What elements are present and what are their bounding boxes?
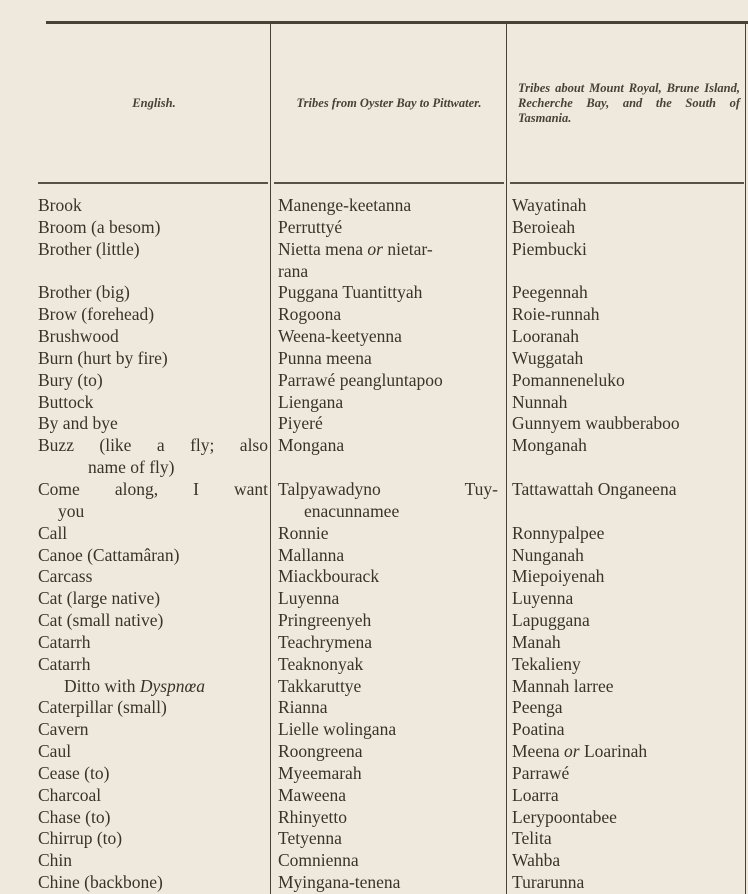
english-cell: [38, 239, 268, 261]
table-row: [0, 566, 748, 588]
cell-line: Maweena: [278, 784, 347, 805]
mount-royal-cell: [512, 763, 744, 785]
english-cell: [38, 282, 268, 304]
cell-line: Nunganah: [512, 544, 584, 565]
table-row: [0, 654, 748, 676]
oyster-bay-cell: [278, 719, 504, 741]
cell-line: Caul: [38, 741, 72, 762]
table-row: [0, 697, 748, 719]
cell-line: Luyenna: [278, 588, 340, 609]
cell-line: Liengana: [278, 391, 344, 412]
mount-royal-cell: [512, 850, 744, 872]
oyster-bay-cell: [278, 545, 504, 567]
cell-line: By and bye: [38, 413, 118, 434]
english-cell: [38, 785, 268, 807]
cell-line: Call: [38, 522, 68, 543]
table-row: [0, 479, 748, 523]
cell-line: rana: [278, 260, 309, 281]
table-row: [0, 545, 748, 567]
mount-royal-cell: [512, 282, 744, 304]
cell-line: Loarra: [512, 784, 559, 805]
oyster-bay-cell: [278, 785, 504, 807]
table-row: [0, 741, 748, 763]
mount-royal-cell: [512, 741, 744, 763]
cell-line: Meena or Loarinah: [512, 741, 648, 762]
english-cell: [38, 304, 268, 326]
english-cell: [38, 326, 268, 348]
mount-royal-cell: [512, 654, 744, 676]
table-row: [0, 392, 748, 414]
oyster-bay-cell: [278, 239, 504, 283]
cell-line: Mongana: [278, 435, 345, 456]
table-row: [0, 326, 748, 348]
mount-royal-cell: [512, 610, 744, 632]
cell-line: Tattawattah Onganeena: [512, 478, 677, 499]
cell-line: Parrawé peangluntapoo: [278, 369, 443, 390]
cell-line: Parrawé: [512, 762, 570, 783]
english-cell: [38, 676, 268, 698]
english-cell: [38, 719, 268, 741]
mount-royal-cell: [512, 348, 744, 370]
mount-royal-cell: [512, 304, 744, 326]
english-cell: [38, 654, 268, 676]
table-row: [0, 413, 748, 435]
cell-line: Comnienna: [278, 850, 359, 871]
cell-line: Looranah: [512, 326, 580, 347]
cell-line: Manenge-keetanna: [278, 195, 412, 215]
english-cell: [38, 632, 268, 654]
cell-line: Pringreenyeh: [278, 610, 372, 631]
cell-line: Talpyawadyno Tuy-: [278, 478, 498, 499]
table-row: [0, 807, 748, 829]
english-cell: [38, 828, 268, 850]
oyster-bay-cell: [278, 610, 504, 632]
oyster-bay-cell: [278, 828, 504, 850]
cell-line: Telita: [512, 828, 552, 849]
cell-line: Turarunna: [512, 872, 585, 893]
cell-line: Takkaruttye: [278, 675, 362, 696]
cell-line: Cavern: [38, 719, 89, 740]
cell-line: Wahba: [512, 850, 561, 871]
english-cell: [38, 479, 268, 523]
cell-line: Lielle wolingana: [278, 719, 397, 740]
cell-line: Rianna: [278, 697, 328, 718]
table-row: [0, 828, 748, 850]
table-row: [0, 850, 748, 872]
cell-line: Tekalieny: [512, 653, 581, 674]
mount-royal-cell: [512, 195, 744, 217]
table-row: [0, 195, 748, 217]
table-row: [0, 435, 748, 479]
table-row: [0, 348, 748, 370]
table-row: [0, 282, 748, 304]
mount-royal-cell: [512, 413, 744, 435]
cell-line: Catarrh: [38, 631, 91, 652]
table-row: [0, 719, 748, 741]
oyster-bay-cell: [278, 282, 504, 304]
cell-line: Chin: [38, 850, 73, 871]
cell-line: Miepoiyenah: [512, 566, 605, 587]
english-cell: [38, 413, 268, 435]
cell-line: Peenga: [512, 697, 563, 718]
cell-line: Cat (large native): [38, 588, 161, 609]
cell-line: Ronnypalpee: [512, 522, 605, 543]
english-cell: [38, 741, 268, 763]
english-cell: [38, 348, 268, 370]
cell-line: enacunnamee: [304, 500, 400, 521]
cell-line: Caterpillar (small): [38, 697, 167, 718]
english-cell: [38, 217, 268, 239]
table-row: [0, 217, 748, 239]
english-cell: [38, 610, 268, 632]
table-row: [0, 610, 748, 632]
cell-line: Wayatinah: [512, 195, 587, 215]
oyster-bay-cell: [278, 676, 504, 698]
cell-line: Monganah: [512, 435, 587, 456]
cell-line: Roongreena: [278, 741, 363, 762]
oyster-bay-cell: [278, 850, 504, 872]
cell-line: Peegennah: [512, 282, 588, 303]
english-cell: [38, 435, 268, 479]
table-row: [0, 523, 748, 545]
oyster-bay-cell: [278, 566, 504, 588]
english-cell: [38, 807, 268, 829]
cell-line: Poatina: [512, 719, 565, 740]
oyster-bay-cell: [278, 741, 504, 763]
oyster-bay-cell: [278, 763, 504, 785]
cell-line: Lerypoontabee: [512, 806, 617, 827]
mount-royal-cell: [512, 435, 744, 457]
english-cell: [38, 545, 268, 567]
cell-line: Rhinyetto: [278, 806, 348, 827]
mount-royal-cell: [512, 828, 744, 850]
cell-line: Buttock: [38, 391, 94, 412]
mount-royal-cell: [512, 872, 744, 894]
cell-line: Beroieah: [512, 216, 576, 237]
cell-line: Mallanna: [278, 544, 345, 565]
cell-line: Rogoona: [278, 304, 342, 325]
table-row: [0, 588, 748, 610]
english-cell: [38, 588, 268, 610]
english-cell: [38, 195, 268, 217]
mount-royal-cell: [512, 217, 744, 239]
mount-royal-cell: [512, 545, 744, 567]
oyster-bay-cell: [278, 435, 504, 457]
table-row: [0, 304, 748, 326]
cell-line: Piyeré: [278, 413, 323, 434]
mount-royal-cell: [512, 785, 744, 807]
oyster-bay-cell: [278, 304, 504, 326]
cell-line: Puggana Tuantittyah: [278, 282, 423, 303]
oyster-bay-cell: [278, 370, 504, 392]
cell-line: Nunnah: [512, 391, 568, 412]
cell-line: Broom (a besom): [38, 216, 161, 237]
mount-royal-cell: [512, 632, 744, 654]
cell-line: Charcoal: [38, 784, 102, 805]
mount-royal-cell: [512, 588, 744, 610]
cell-line: you: [58, 500, 85, 521]
mount-royal-cell: [512, 392, 744, 414]
cell-line: Canoe (Cattamâran): [38, 544, 180, 565]
english-cell: [38, 566, 268, 588]
english-cell: [38, 850, 268, 872]
table-row: [0, 370, 748, 392]
english-cell: [38, 872, 268, 894]
cell-line: Miackbourack: [278, 566, 380, 587]
cell-line: Chirrup (to): [38, 828, 123, 849]
oyster-bay-cell: [278, 588, 504, 610]
header-english: English.: [132, 95, 176, 110]
oyster-bay-cell: [278, 654, 504, 676]
english-cell: [38, 370, 268, 392]
cell-line: Buzz (like a fly; also: [38, 435, 268, 456]
cell-line: Teaknonyak: [278, 653, 364, 674]
cell-line: Brook: [38, 195, 82, 215]
cell-line: Brow (forehead): [38, 304, 155, 325]
cell-line: Brother (little): [38, 238, 140, 259]
cell-line: Lapuggana: [512, 610, 590, 631]
cell-line: Teachrymena: [278, 631, 372, 652]
cell-line: Weena-keetyenna: [278, 326, 402, 347]
cell-line: Perruttyé: [278, 216, 343, 237]
header-oyster-bay: Tribes from Oyster Bay to Pittwater.: [296, 95, 482, 110]
cell-line: Nietta mena or nietar-: [278, 238, 433, 259]
mount-royal-cell: [512, 719, 744, 741]
mount-royal-cell: [512, 566, 744, 588]
oyster-bay-cell: [278, 523, 504, 545]
oyster-bay-cell: [278, 217, 504, 239]
cell-line: Chase (to): [38, 806, 111, 827]
oyster-bay-cell: [278, 632, 504, 654]
header-rule: [510, 182, 744, 184]
cell-line: Chine (backbone): [38, 872, 163, 893]
mount-royal-cell: [512, 807, 744, 829]
cell-line: name of fly): [88, 457, 175, 478]
oyster-bay-cell: [278, 348, 504, 370]
english-cell: [38, 697, 268, 719]
cell-line: Carcass: [38, 566, 93, 587]
cell-line: Burn (hurt by fire): [38, 347, 168, 368]
oyster-bay-cell: [278, 479, 504, 523]
cell-line: Catarrh: [38, 653, 91, 674]
table-row: [0, 763, 748, 785]
table-row: [0, 872, 748, 894]
mount-royal-cell: [512, 676, 744, 698]
cell-line: Bury (to): [38, 369, 103, 390]
cell-line: Ronnie: [278, 522, 329, 543]
cell-line: Luyenna: [512, 588, 574, 609]
table-row: [0, 676, 748, 698]
english-cell: [38, 392, 268, 414]
oyster-bay-cell: [278, 807, 504, 829]
header-rule: [274, 182, 504, 184]
english-cell: [38, 763, 268, 785]
oyster-bay-cell: [278, 872, 504, 894]
table-row: [0, 632, 748, 654]
cell-line: Cease (to): [38, 762, 110, 783]
english-cell: [38, 523, 268, 545]
cell-line: Roie-runnah: [512, 304, 600, 325]
cell-line: Myingana-tenena: [278, 872, 401, 893]
table-row: [0, 239, 748, 283]
cell-line: Brother (big): [38, 282, 130, 303]
cell-line: Cat (small native): [38, 610, 164, 631]
oyster-bay-cell: [278, 392, 504, 414]
table-row: [0, 785, 748, 807]
mount-royal-cell: [512, 697, 744, 719]
cell-line: Come along, I want: [38, 478, 268, 499]
cell-line: Myeemarah: [278, 762, 362, 783]
vocabulary-table: [0, 195, 748, 894]
header-rule: [38, 182, 268, 184]
cell-line: Wuggatah: [512, 347, 584, 368]
mount-royal-cell: [512, 370, 744, 392]
mount-royal-cell: [512, 239, 744, 261]
cell-line: Tetyenna: [278, 828, 342, 849]
oyster-bay-cell: [278, 326, 504, 348]
cell-line: Manah: [512, 631, 561, 652]
cell-line: Gunnyem waubberaboo: [512, 413, 680, 434]
header-mount-royal: Tribes about Mount Royal, Brune Island, Recherche Bay, and the South of Tasmania.: [518, 80, 740, 125]
oyster-bay-cell: [278, 413, 504, 435]
mount-royal-cell: [512, 326, 744, 348]
oyster-bay-cell: [278, 195, 504, 217]
cell-line: Piembucki: [512, 238, 587, 259]
cell-line: Pomanneneluko: [512, 369, 625, 390]
oyster-bay-cell: [278, 697, 504, 719]
mount-royal-cell: [512, 523, 744, 545]
mount-royal-cell: [512, 479, 744, 501]
cell-line: Mannah larree: [512, 675, 614, 696]
cell-line: Brushwood: [38, 326, 119, 347]
cell-line: Ditto with Dyspnœa: [64, 675, 205, 696]
cell-line: Punna meena: [278, 347, 372, 368]
